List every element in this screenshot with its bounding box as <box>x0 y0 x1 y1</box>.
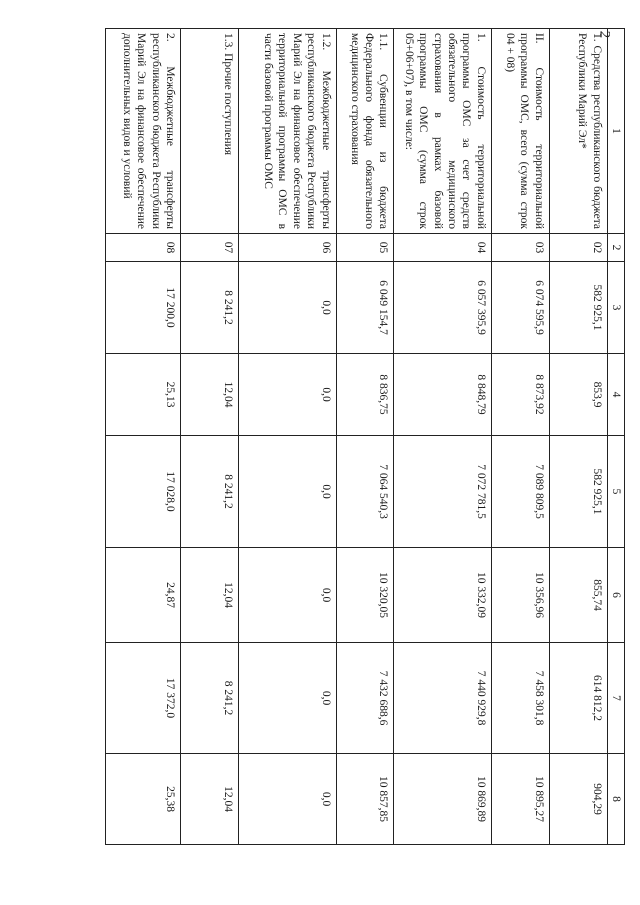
cell-value: 0,0 <box>239 754 336 845</box>
cell-value: 0,0 <box>239 354 336 436</box>
page-number: 2 <box>596 30 613 39</box>
row-label: 2. Межбюджетные трансферты республиканского бюджета Республики Марий Эл на финансовое обеспечение дополнительных видов и условий <box>106 29 181 234</box>
row-code: 03 <box>491 234 549 262</box>
column-header: 8 <box>607 754 624 845</box>
table-row <box>181 29 239 845</box>
column-header: 5 <box>607 436 624 548</box>
cell-value: 10 869,89 <box>394 754 491 845</box>
column-header: 4 <box>607 354 624 436</box>
cell-value: 7 432 688,6 <box>336 643 394 754</box>
cell-value: 10 895,27 <box>491 754 549 845</box>
cell-value: 24,87 <box>106 548 181 643</box>
row-code: 05 <box>336 234 394 262</box>
cell-value: 17 200,0 <box>106 262 181 354</box>
column-header: 2 <box>607 234 624 262</box>
row-label: 1.2. Межбюджетные трансферты республиканского бюджета Республики Марий Эл на финансовое обеспечение территориальной программы ОМС в части базовой программы ОМС <box>239 29 336 234</box>
cell-value: 0,0 <box>239 548 336 643</box>
column-header: 6 <box>607 548 624 643</box>
cell-value: 8 241,2 <box>181 643 239 754</box>
cell-value: 855,74 <box>549 548 607 643</box>
cell-value: 8 836,75 <box>336 354 394 436</box>
row-code: 02 <box>549 234 607 262</box>
row-label: 1.3. Прочие поступления <box>181 29 239 234</box>
cell-value: 10 332,09 <box>394 548 491 643</box>
table-row <box>106 29 181 845</box>
cell-value: 0,0 <box>239 436 336 548</box>
cell-value: 8 241,2 <box>181 262 239 354</box>
financing-table <box>105 28 625 845</box>
row-code: 08 <box>106 234 181 262</box>
row-label: 1.1. Субвенции из бюджета Федерального фонда обязательного медицинского страхования <box>336 29 394 234</box>
column-header: 3 <box>607 262 624 354</box>
table-row <box>491 29 549 845</box>
table-row <box>394 29 491 845</box>
cell-value: 0,0 <box>239 262 336 354</box>
cell-value: 7 440 929,8 <box>394 643 491 754</box>
row-label: II. Стоимость территориальной программы ОМС, всего (сумма строк 04 + 08) <box>491 29 549 234</box>
cell-value: 25,38 <box>106 754 181 845</box>
cell-value: 10 356,96 <box>491 548 549 643</box>
cell-value: 8 848,79 <box>394 354 491 436</box>
table-row <box>549 29 607 845</box>
cell-value: 17 372,0 <box>106 643 181 754</box>
cell-value: 12,04 <box>181 354 239 436</box>
cell-value: 7 072 781,5 <box>394 436 491 548</box>
cell-value: 904,29 <box>549 754 607 845</box>
cell-value: 582 925,1 <box>549 262 607 354</box>
cell-value: 17 028,0 <box>106 436 181 548</box>
table-row <box>336 29 394 845</box>
cell-value: 10 857,85 <box>336 754 394 845</box>
cell-value: 8 873,92 <box>491 354 549 436</box>
rotated-table-wrapper <box>105 28 625 844</box>
header-row <box>607 29 624 845</box>
column-header: 7 <box>607 643 624 754</box>
row-label: 1. Стоимость территориальной программы ОМС за счет средств обязательного медицинского страхования в рамках базовой программы ОМС (сумма строк 05+06+07), в том числе: <box>394 29 491 234</box>
cell-value: 8 241,2 <box>181 436 239 548</box>
cell-value: 7 064 540,3 <box>336 436 394 548</box>
column-header: 1 <box>607 29 624 234</box>
cell-value: 6 074 595,9 <box>491 262 549 354</box>
cell-value: 7 089 809,5 <box>491 436 549 548</box>
cell-value: 614 812,2 <box>549 643 607 754</box>
cell-value: 6 057 395,9 <box>394 262 491 354</box>
cell-value: 6 049 154,7 <box>336 262 394 354</box>
cell-value: 12,04 <box>181 754 239 845</box>
row-code: 07 <box>181 234 239 262</box>
row-code: 06 <box>239 234 336 262</box>
cell-value: 0,0 <box>239 643 336 754</box>
cell-value: 582 925,1 <box>549 436 607 548</box>
cell-value: 25,13 <box>106 354 181 436</box>
cell-value: 7 458 301,8 <box>491 643 549 754</box>
cell-value: 12,04 <box>181 548 239 643</box>
cell-value: 10 320,05 <box>336 548 394 643</box>
row-code: 04 <box>394 234 491 262</box>
cell-value: 853,9 <box>549 354 607 436</box>
table-row <box>239 29 336 845</box>
row-label: 1. Средства республиканского бюджета Республики Марий Эл* <box>549 29 607 234</box>
